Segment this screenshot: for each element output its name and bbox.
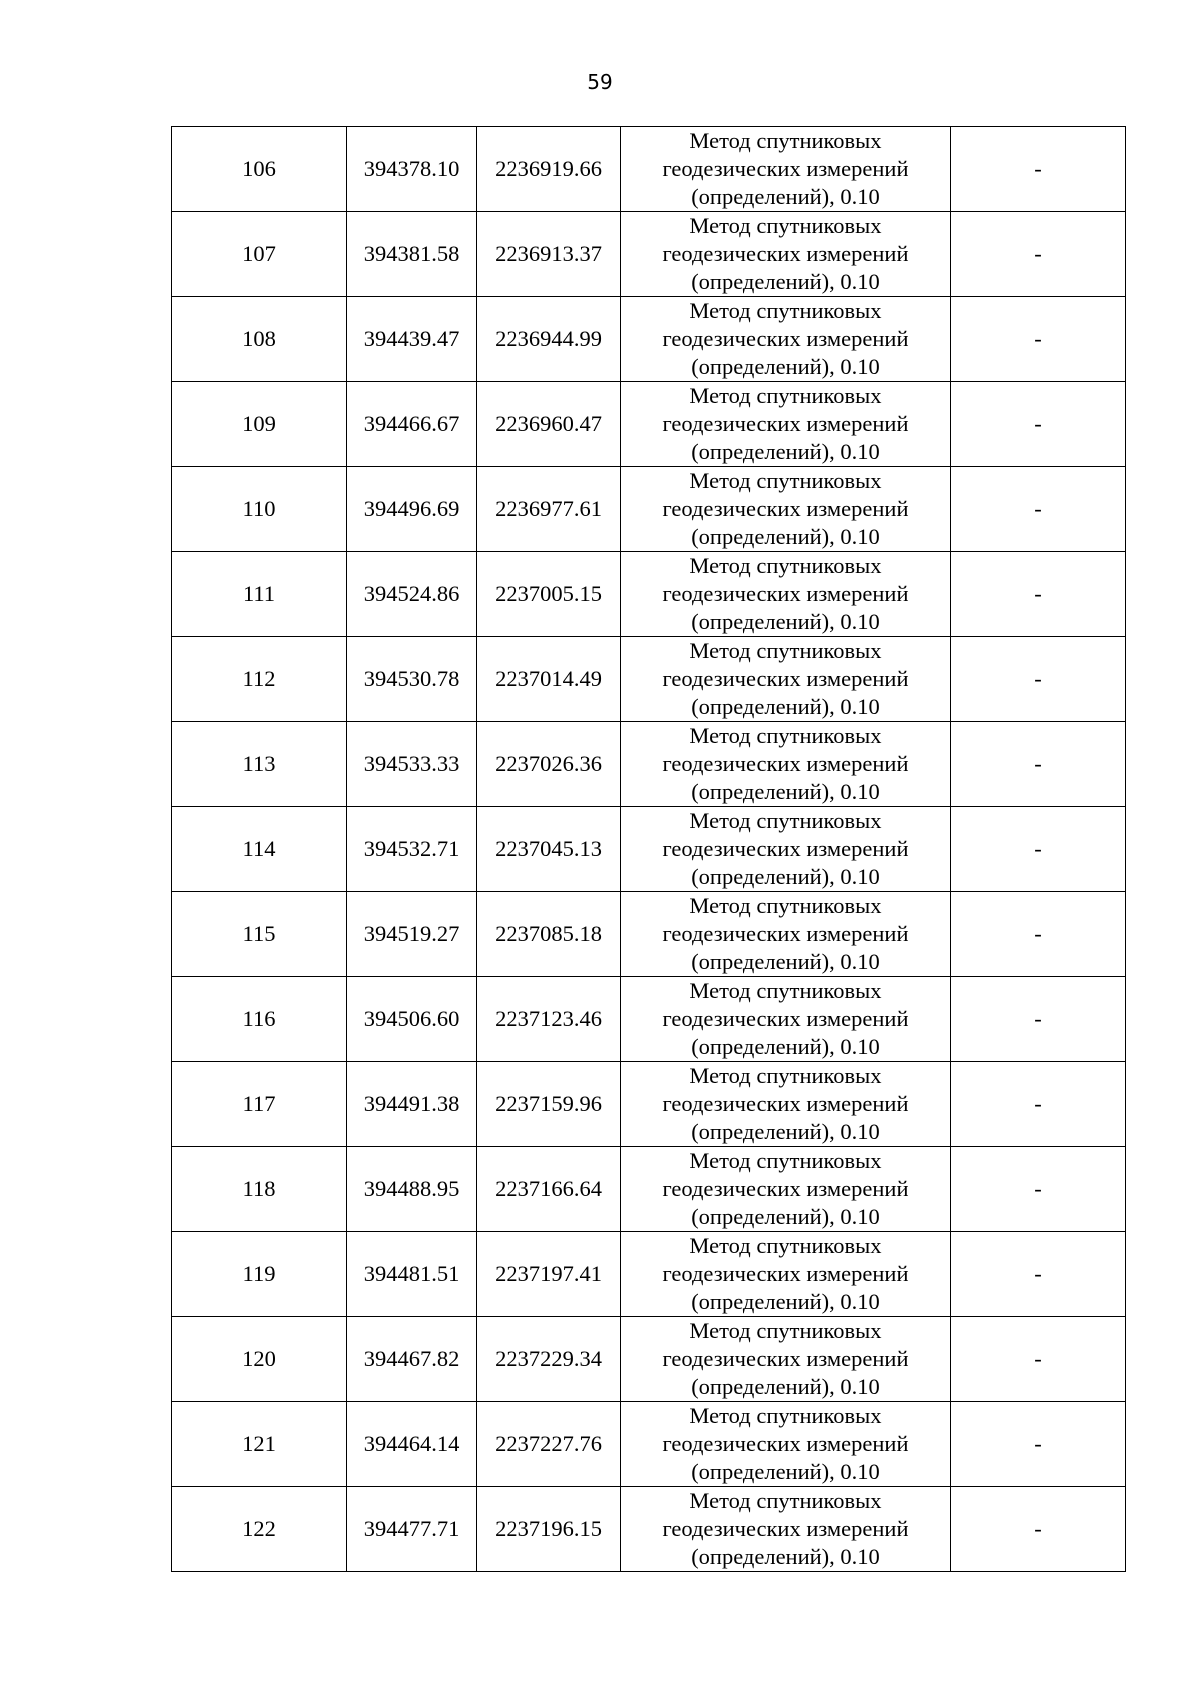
description-cell: - [951, 297, 1126, 382]
x-coordinate-cell: 394481.51 [347, 1232, 477, 1317]
point-number-cell: 117 [172, 1062, 347, 1147]
table-row [172, 892, 1126, 977]
table-row [172, 1062, 1126, 1147]
method-line-1: Метод спутниковых [689, 128, 882, 153]
method-line-3: (определений), 0.10 [691, 184, 880, 209]
point-number-cell: 107 [172, 212, 347, 297]
point-number-cell: 122 [172, 1487, 347, 1572]
method-line-1: Метод спутниковых [689, 1233, 882, 1258]
description-cell: - [951, 1062, 1126, 1147]
x-coordinate-cell: 394488.95 [347, 1147, 477, 1232]
method-cell [621, 1317, 951, 1402]
description-cell: - [951, 637, 1126, 722]
method-line-2: геодезических измерений [662, 836, 909, 861]
method-line-1: Метод спутниковых [689, 1148, 882, 1173]
x-coordinate-cell: 394381.58 [347, 212, 477, 297]
x-coordinate-cell: 394378.10 [347, 127, 477, 212]
description-cell: - [951, 1317, 1126, 1402]
method-line-2: геодезических измерений [662, 1346, 909, 1371]
y-coordinate-cell: 2237123.46 [477, 977, 621, 1062]
point-number-cell: 115 [172, 892, 347, 977]
y-coordinate-cell: 2237159.96 [477, 1062, 621, 1147]
method-line-1: Метод спутниковых [689, 893, 882, 918]
method-line-1: Метод спутниковых [689, 1318, 882, 1343]
method-cell [621, 1402, 951, 1487]
y-coordinate-cell: 2237045.13 [477, 807, 621, 892]
table-row [172, 127, 1126, 212]
method-line-3: (определений), 0.10 [691, 439, 880, 464]
method-line-1: Метод спутниковых [689, 1488, 882, 1513]
description-cell: - [951, 1232, 1126, 1317]
method-cell [621, 1147, 951, 1232]
y-coordinate-cell: 2237227.76 [477, 1402, 621, 1487]
method-line-2: геодезических измерений [662, 156, 909, 181]
description-cell: - [951, 892, 1126, 977]
method-cell [621, 722, 951, 807]
method-cell [621, 977, 951, 1062]
method-line-2: геодезических измерений [662, 1431, 909, 1456]
method-line-1: Метод спутниковых [689, 808, 882, 833]
y-coordinate-cell: 2237014.49 [477, 637, 621, 722]
x-coordinate-cell: 394491.38 [347, 1062, 477, 1147]
y-coordinate-cell: 2236960.47 [477, 382, 621, 467]
table-row [172, 1402, 1126, 1487]
y-coordinate-cell: 2236919.66 [477, 127, 621, 212]
table-row [172, 807, 1126, 892]
description-cell: - [951, 552, 1126, 637]
method-line-1: Метод спутниковых [689, 1403, 882, 1428]
method-cell [621, 552, 951, 637]
point-number-cell: 109 [172, 382, 347, 467]
table-row [172, 382, 1126, 467]
method-line-3: (определений), 0.10 [691, 949, 880, 974]
point-number-cell: 121 [172, 1402, 347, 1487]
coordinates-table [171, 126, 1126, 1572]
description-cell: - [951, 1402, 1126, 1487]
x-coordinate-cell: 394519.27 [347, 892, 477, 977]
method-line-2: геодезических измерений [662, 326, 909, 351]
method-line-3: (определений), 0.10 [691, 864, 880, 889]
method-line-1: Метод спутниковых [689, 978, 882, 1003]
method-cell [621, 637, 951, 722]
method-line-3: (определений), 0.10 [691, 1289, 880, 1314]
method-cell [621, 1487, 951, 1572]
table-row [172, 552, 1126, 637]
method-line-2: геодезических измерений [662, 241, 909, 266]
description-cell: - [951, 722, 1126, 807]
method-line-1: Метод спутниковых [689, 723, 882, 748]
method-line-3: (определений), 0.10 [691, 1374, 880, 1399]
table-row [172, 637, 1126, 722]
x-coordinate-cell: 394533.33 [347, 722, 477, 807]
method-line-1: Метод спутниковых [689, 468, 882, 493]
y-coordinate-cell: 2236944.99 [477, 297, 621, 382]
method-line-3: (определений), 0.10 [691, 779, 880, 804]
description-cell: - [951, 977, 1126, 1062]
table-row [172, 722, 1126, 807]
method-cell [621, 212, 951, 297]
table-row [172, 1317, 1126, 1402]
method-line-2: геодезических измерений [662, 921, 909, 946]
method-cell [621, 297, 951, 382]
description-cell: - [951, 467, 1126, 552]
method-cell [621, 892, 951, 977]
method-cell [621, 1062, 951, 1147]
point-number-cell: 112 [172, 637, 347, 722]
x-coordinate-cell: 394467.82 [347, 1317, 477, 1402]
method-line-2: геодезических измерений [662, 751, 909, 776]
method-line-2: геодезических измерений [662, 581, 909, 606]
method-line-2: геодезических измерений [662, 411, 909, 436]
y-coordinate-cell: 2236977.61 [477, 467, 621, 552]
y-coordinate-cell: 2236913.37 [477, 212, 621, 297]
method-line-3: (определений), 0.10 [691, 609, 880, 634]
method-line-2: геодезических измерений [662, 1091, 909, 1116]
method-line-3: (определений), 0.10 [691, 1544, 880, 1569]
y-coordinate-cell: 2237197.41 [477, 1232, 621, 1317]
method-line-1: Метод спутниковых [689, 213, 882, 238]
method-line-3: (определений), 0.10 [691, 1459, 880, 1484]
method-line-3: (определений), 0.10 [691, 524, 880, 549]
x-coordinate-cell: 394464.14 [347, 1402, 477, 1487]
x-coordinate-cell: 394506.60 [347, 977, 477, 1062]
point-number-cell: 114 [172, 807, 347, 892]
x-coordinate-cell: 394532.71 [347, 807, 477, 892]
x-coordinate-cell: 394466.67 [347, 382, 477, 467]
method-cell [621, 382, 951, 467]
table-row [172, 467, 1126, 552]
table-row [172, 1147, 1126, 1232]
method-line-2: геодезических измерений [662, 496, 909, 521]
description-cell: - [951, 1147, 1126, 1232]
table-row [172, 1487, 1126, 1572]
x-coordinate-cell: 394477.71 [347, 1487, 477, 1572]
x-coordinate-cell: 394530.78 [347, 637, 477, 722]
description-cell: - [951, 212, 1126, 297]
description-cell: - [951, 807, 1126, 892]
method-line-2: геодезических измерений [662, 1516, 909, 1541]
point-number-cell: 119 [172, 1232, 347, 1317]
method-cell [621, 1232, 951, 1317]
method-line-2: геодезических измерений [662, 1176, 909, 1201]
x-coordinate-cell: 394439.47 [347, 297, 477, 382]
method-line-3: (определений), 0.10 [691, 269, 880, 294]
method-line-1: Метод спутниковых [689, 638, 882, 663]
description-cell: - [951, 1487, 1126, 1572]
y-coordinate-cell: 2237085.18 [477, 892, 621, 977]
method-line-3: (определений), 0.10 [691, 1204, 880, 1229]
point-number-cell: 116 [172, 977, 347, 1062]
point-number-cell: 118 [172, 1147, 347, 1232]
y-coordinate-cell: 2237229.34 [477, 1317, 621, 1402]
point-number-cell: 120 [172, 1317, 347, 1402]
table-row [172, 212, 1126, 297]
method-line-3: (определений), 0.10 [691, 1034, 880, 1059]
method-cell [621, 807, 951, 892]
table-row [172, 297, 1126, 382]
y-coordinate-cell: 2237005.15 [477, 552, 621, 637]
point-number-cell: 106 [172, 127, 347, 212]
y-coordinate-cell: 2237166.64 [477, 1147, 621, 1232]
x-coordinate-cell: 394524.86 [347, 552, 477, 637]
point-number-cell: 108 [172, 297, 347, 382]
description-cell: - [951, 382, 1126, 467]
page-number: 59 [587, 70, 613, 94]
point-number-cell: 111 [172, 552, 347, 637]
table-row [172, 977, 1126, 1062]
method-line-2: геодезических измерений [662, 1006, 909, 1031]
table-row [172, 1232, 1126, 1317]
point-number-cell: 110 [172, 467, 347, 552]
method-line-3: (определений), 0.10 [691, 1119, 880, 1144]
method-line-2: геодезических измерений [662, 666, 909, 691]
method-line-1: Метод спутниковых [689, 553, 882, 578]
method-line-1: Метод спутниковых [689, 383, 882, 408]
coordinates-table-body [172, 127, 1126, 1572]
method-line-3: (определений), 0.10 [691, 354, 880, 379]
method-line-1: Метод спутниковых [689, 1063, 882, 1088]
method-line-3: (определений), 0.10 [691, 694, 880, 719]
point-number-cell: 113 [172, 722, 347, 807]
y-coordinate-cell: 2237026.36 [477, 722, 621, 807]
x-coordinate-cell: 394496.69 [347, 467, 477, 552]
method-cell [621, 467, 951, 552]
description-cell: - [951, 127, 1126, 212]
method-line-2: геодезических измерений [662, 1261, 909, 1286]
y-coordinate-cell: 2237196.15 [477, 1487, 621, 1572]
method-line-1: Метод спутниковых [689, 298, 882, 323]
method-cell [621, 127, 951, 212]
